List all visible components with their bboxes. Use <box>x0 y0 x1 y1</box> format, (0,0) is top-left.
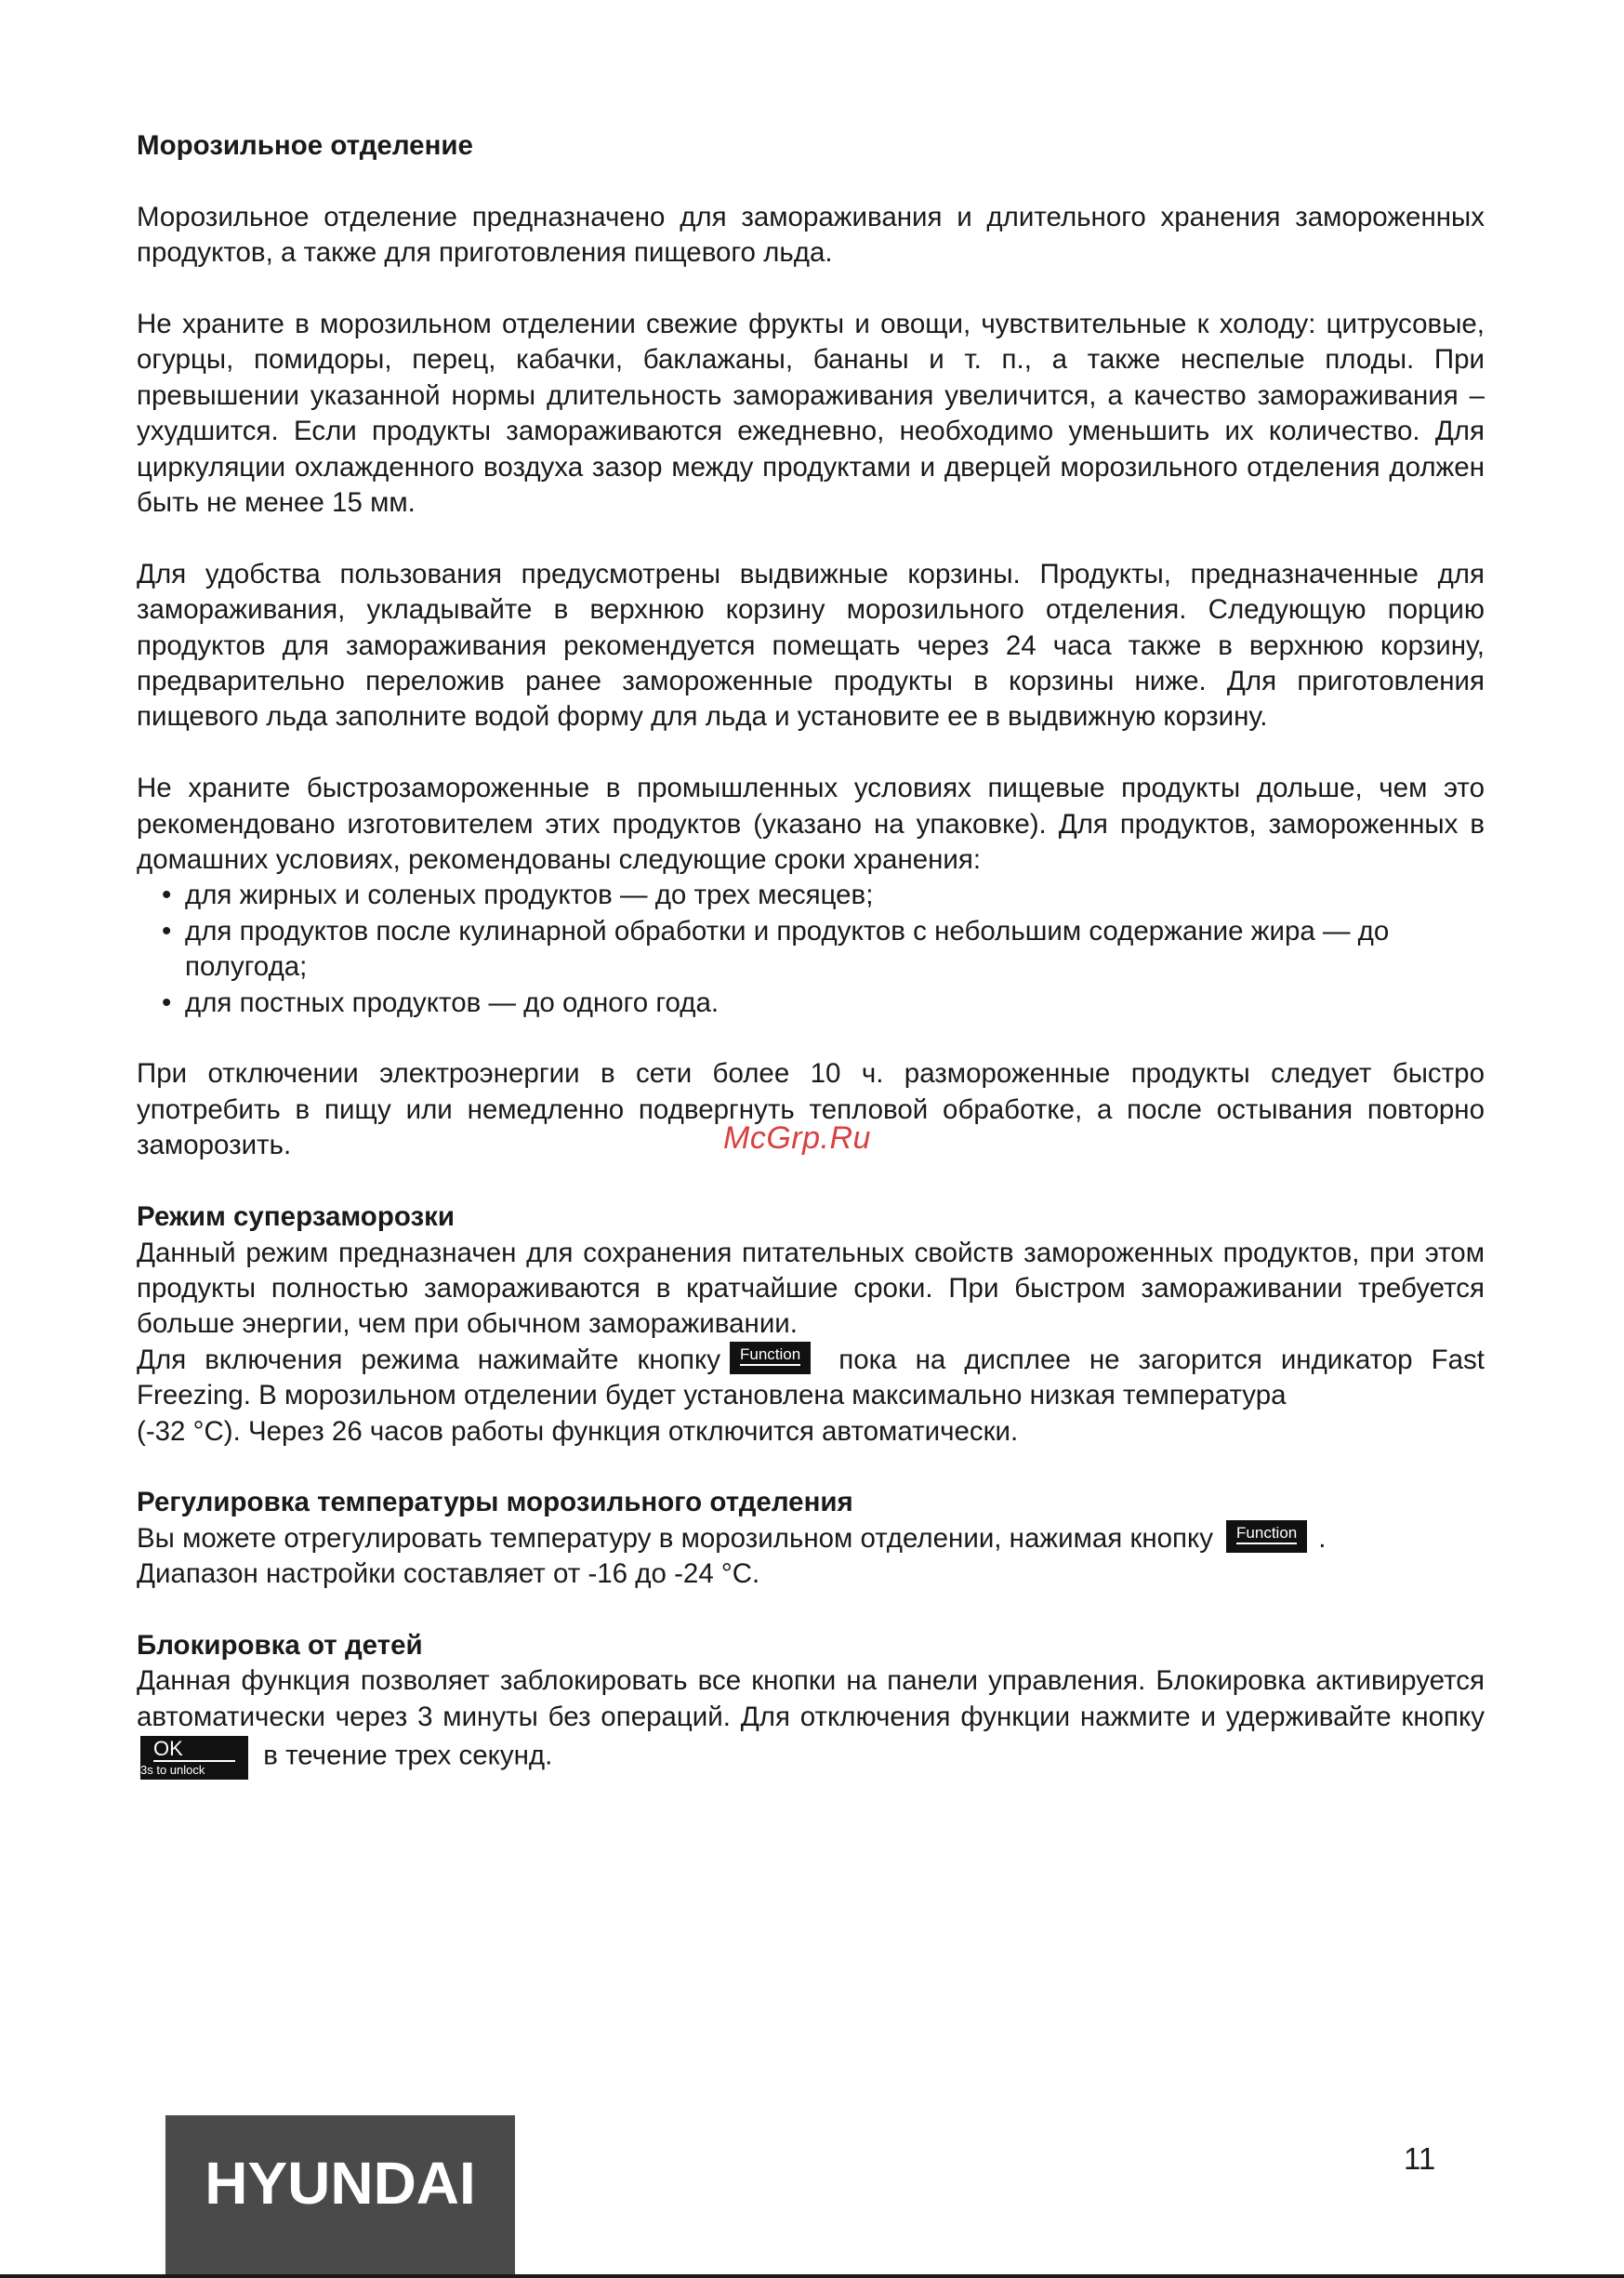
list-item: • для постных продуктов — до одного года. <box>137 986 1485 1021</box>
section-title-superfreeze: Режим суперзаморозки <box>137 1201 456 1233</box>
temperature-text-after: . <box>1318 1522 1327 1554</box>
page-content <box>137 128 1485 1779</box>
list-item: • для продуктов после кулинарной обработки и продуктов с небольшим содержание жира — до полугода; <box>137 914 1485 986</box>
paragraph-storage-terms: Не храните быстрозамороженные в промышленных условиях пищевые продукты дольше, чем это рекомендовано изготовителем этих продуктов (указано на упаковке). Для продуктов, замороженных в домашних условиях, рекомендованы следующие сроки хранения: <box>137 773 1485 876</box>
superfreeze-text-line3: (-32 °C). Через 26 часов работы функция отключится автоматически. <box>137 1415 1019 1447</box>
ok-button-icon: OK 3s to unlock <box>140 1736 248 1780</box>
superfreeze-text-after: пока на дисплее не загорится индикатор Fast Freezing. В морозильном отделении будет установлена максимально низкая температура <box>137 1344 1485 1411</box>
page-number: 11 <box>1404 2141 1436 2176</box>
paragraph-power-outage: При отключении электроэнергии в сети более 10 ч. размороженные продукты следует быстро употребить в пищу или немедленно подвергнуть тепловой обработке, а после остывания повторно заморозить. <box>137 1058 1485 1161</box>
section-title-freezer: Морозильное отделение <box>137 130 473 161</box>
function-button-icon: Function <box>730 1342 811 1374</box>
paragraph-superfreeze-purpose: Данный режим предназначен для сохранения питательных свойств замороженных продуктов, при этом продукты полностью замораживаются в кратчайшие сроки. При быстром замораживании требуется больше энергии, чем при обычном замораживании. <box>137 1237 1485 1340</box>
temperature-range: Диапазон настройки составляет от -16 до -24 °C. <box>137 1558 760 1590</box>
storage-terms-list <box>137 878 1485 1021</box>
watermark: McGrp.Ru <box>723 1120 871 1156</box>
paragraph-superfreeze-activation <box>137 1343 1485 1450</box>
page-bottom-divider <box>0 2274 1624 2278</box>
paragraph-storage-warning: Не храните в морозильном отделении свежие фрукты и овощи, чувствительные к холоду: цитрусовые, огурцы, помидоры, перец, кабачки, баклажаны, бананы и т. п., а также неспелые плоды. При превышении указанной нормы длительность замораживания увеличится, а качество замораживания – ухудшится. Если продукты замораживаются ежедневно, необходимо уменьшить их количество. Для циркуляции охлажденного воздуха зазор между продуктами и дверцей морозильного отделения должен быть не менее 15 мм. <box>137 309 1485 519</box>
list-item: • для жирных и соленых продуктов — до трех месяцев; <box>137 878 1485 913</box>
paragraph-baskets: Для удобства пользования предусмотрены выдвижные корзины. Продукты, предназначенные для замораживания, укладывайте в верхнюю корзину морозильного отделения. Следующую порцию продуктов для замораживания рекомендуется помещать через 24 часа также в верхнюю корзину, предварительно переложив ранее замороженные продукты в корзины ниже. Для приготовления пищевого льда заполните водой форму для льда и установите ее в выдвижную корзину. <box>137 558 1485 733</box>
paragraph-temperature-adjust <box>137 1521 1485 1593</box>
superfreeze-text-before: Для включения режима нажимайте кнопку <box>137 1344 721 1375</box>
brand-logo <box>165 2115 515 2278</box>
temperature-text-before: Вы можете отрегулировать температуру в морозильном отделении, нажимая кнопку <box>137 1522 1214 1554</box>
function-button-icon: Function <box>1226 1520 1307 1553</box>
child-lock-text-before: Данная функция позволяет заблокировать все кнопки на панели управления. Блокировка активируется автоматически через 3 минуты без операций. Для отключения функции нажмите и удерживайте кнопку <box>137 1665 1485 1732</box>
section-title-temperature: Регулировка температуры морозильного отделения <box>137 1487 853 1518</box>
section-title-child-lock: Блокировка от детей <box>137 1629 423 1661</box>
paragraph-freezer-purpose: Морозильное отделение предназначено для замораживания и длительного хранения замороженных продуктов, а также для приготовления пищевого льда. <box>137 201 1485 269</box>
child-lock-text-after: в течение трех секунд. <box>256 1740 553 1771</box>
paragraph-child-lock <box>137 1663 1485 1779</box>
brand-logo-text: HYUNDAI <box>205 2150 476 2217</box>
